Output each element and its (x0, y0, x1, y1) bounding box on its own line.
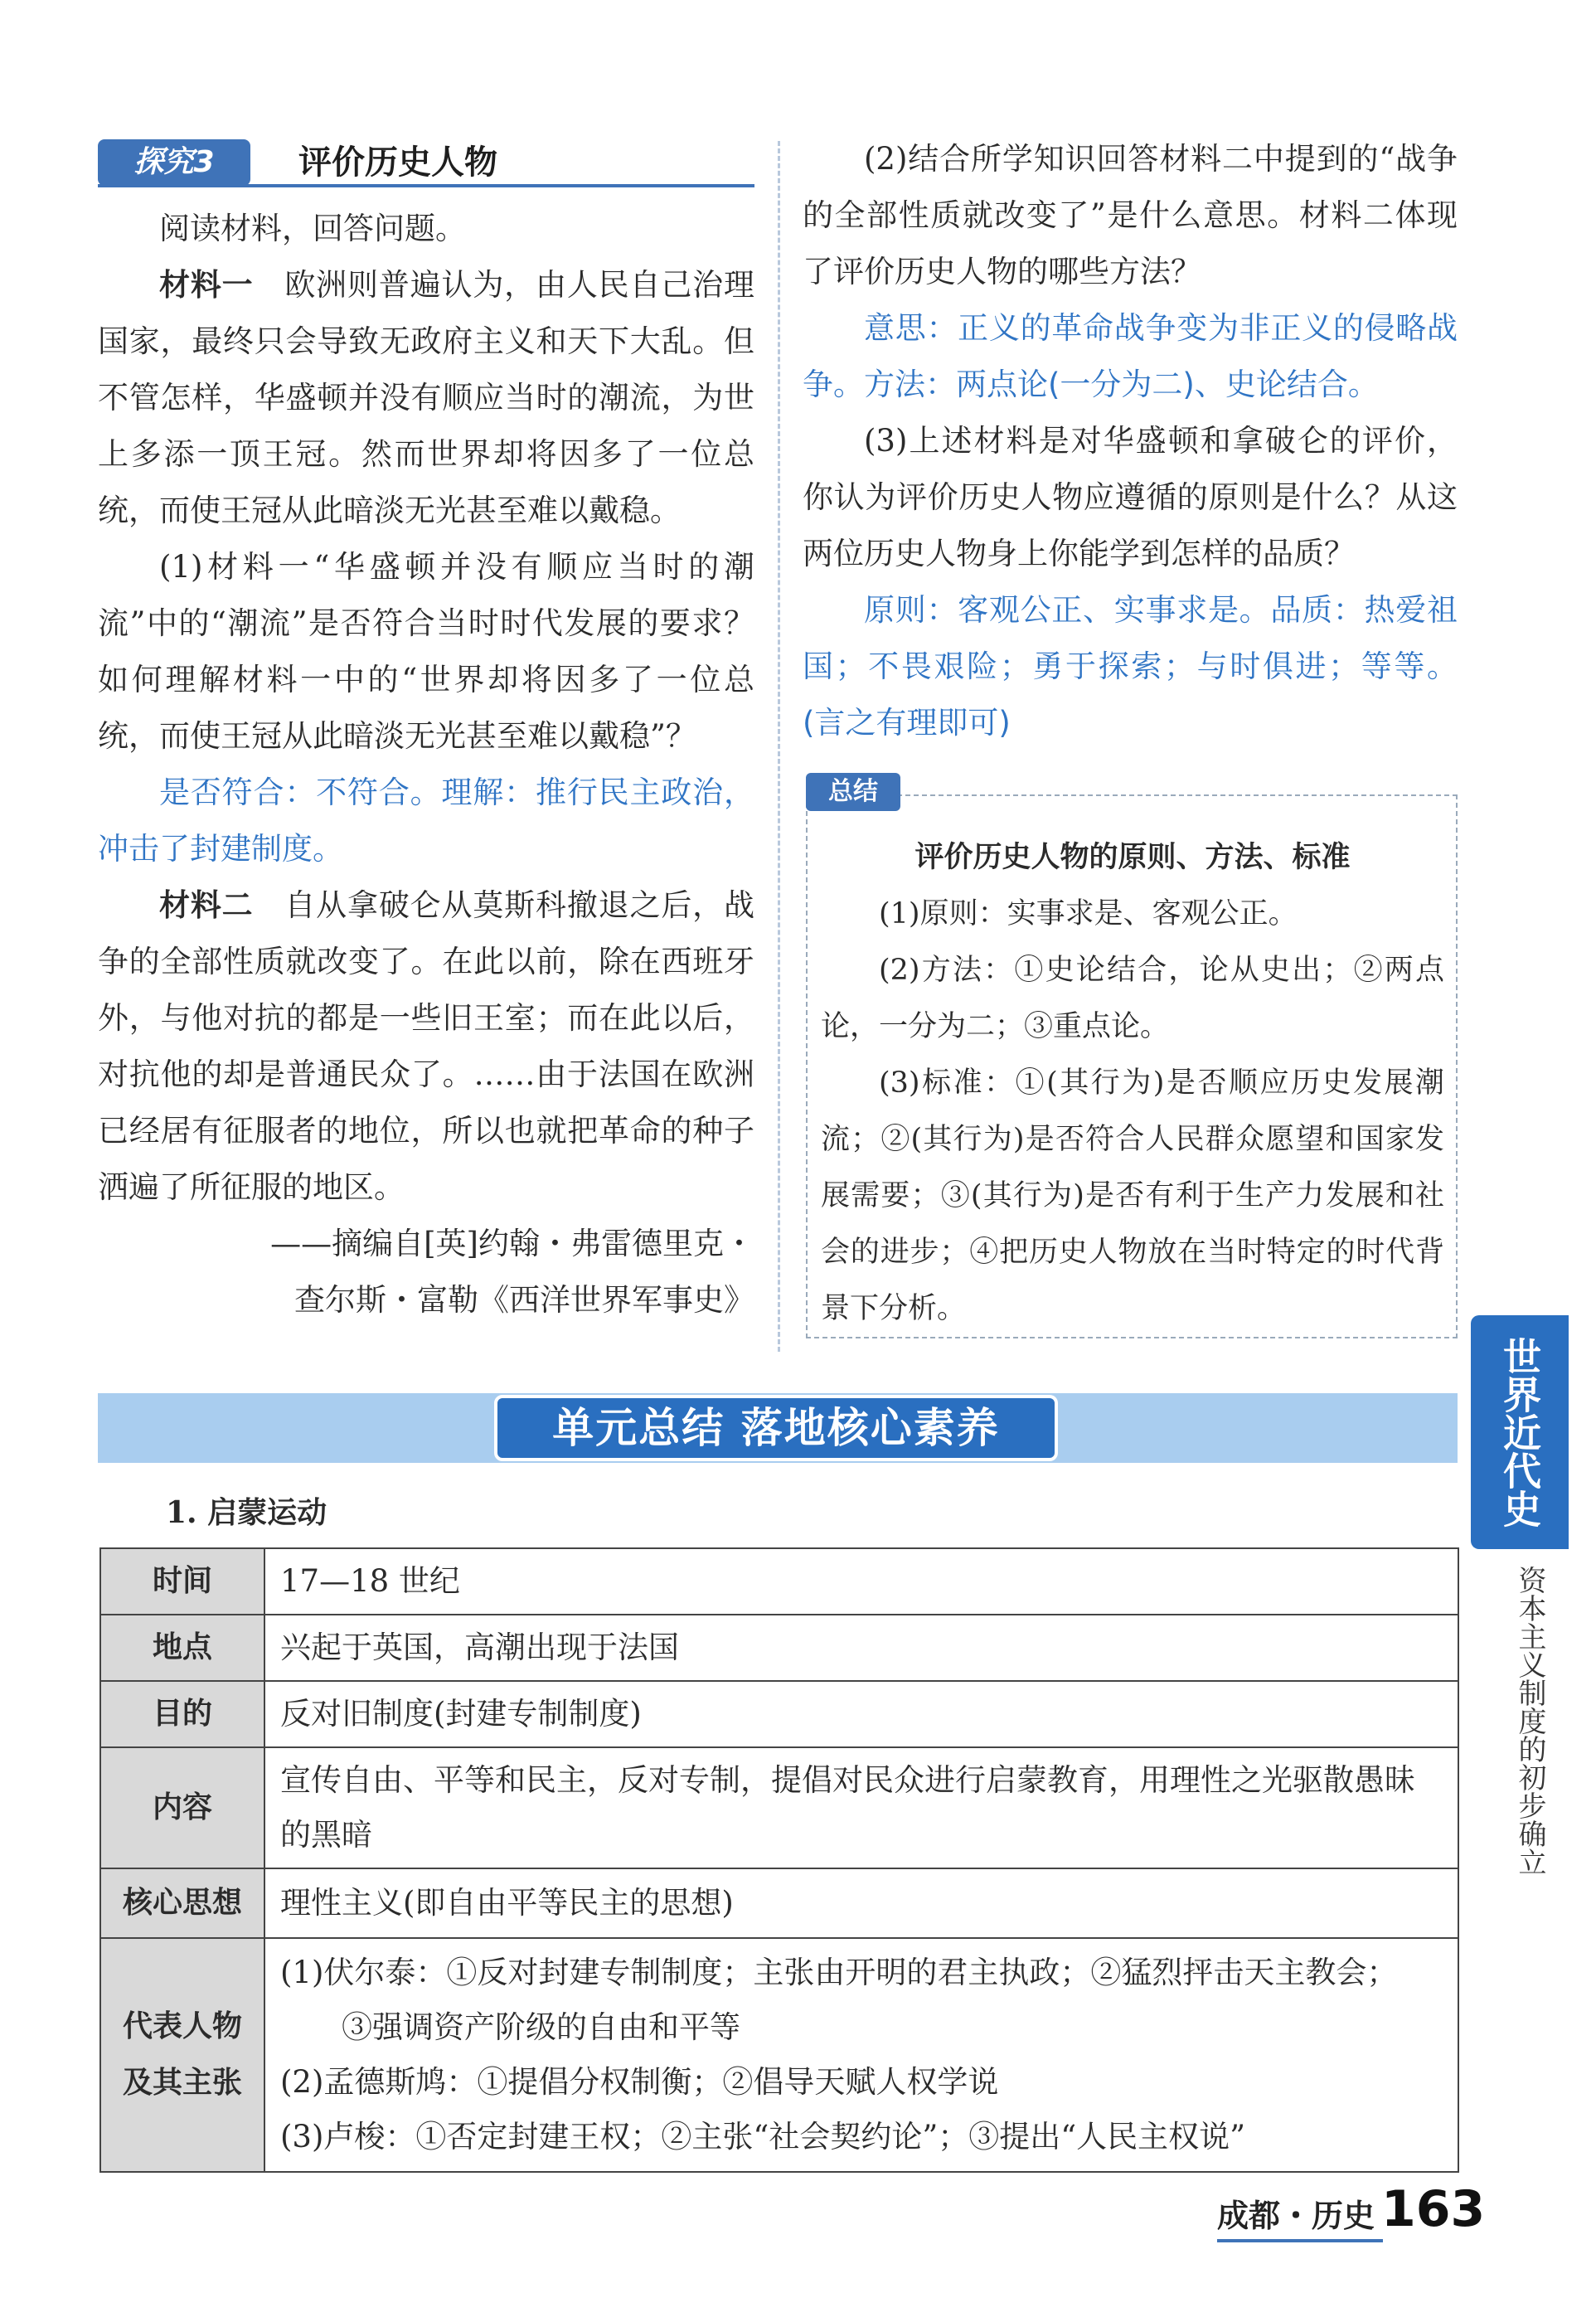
unit-banner-title: 单元总结 落地核心素养 (494, 1395, 1058, 1461)
material-two-text: 自从拿破仑从莫斯科撤退之后，战争的全部性质就改变了。在此以前，除在西班牙外，与他对抗的都是一些旧王室；而在此以后，对抗他的却是普通民众了。……由于法国在欧洲已经居有征服者的地位，所以也就把革命的种子洒遍了所征服的地区。 (98, 887, 754, 1205)
answer-3: 原则：客观公正、实事求是。品质：热爱祖国；不畏艰险；勇于探索；与时俱进；等等。(言之有理即可) (803, 592, 1458, 741)
question-3: (3)上述材料是对华盛顿和拿破仑的评价，你认为评价历史人物应遵循的原则是什么？从这两位历史人物身上你能学到怎样的品质？ (803, 423, 1458, 571)
summary-badge: 总结 (806, 773, 900, 811)
right-column (803, 131, 1458, 751)
row-value: 反对旧制度(封建专制制度) (264, 1681, 1458, 1747)
explore-badge: 探究3 (98, 139, 250, 186)
row-value: 17—18 世纪 (264, 1548, 1458, 1615)
explore-title: 评价历史人物 (298, 143, 497, 182)
row-value: 理性主义(即自由平等民主的思想) (264, 1868, 1458, 1938)
explore-title-underline (98, 184, 754, 187)
question-2: (2)结合所学知识回答材料二中提到的“战争的全部性质就改变了”是什么意思。材料二体现了评价历史人物的哪些方法？ (803, 141, 1458, 289)
footer-region-subject: 成都・历史 (1217, 2198, 1375, 2234)
question-1: (1)材料一“华盛顿并没有顺应当时的潮流”中的“潮流”是否符合当时时代发展的要求？如何理解材料一中的“世界却将因多了一位总统，而使王冠从此暗淡无光甚至难以戴稳”？ (98, 549, 754, 754)
left-column (98, 201, 754, 1329)
row-label: 地点 (100, 1615, 264, 1681)
summary-principle: (1)原则：实事求是、客观公正。 (879, 897, 1298, 930)
material-two-label: 材料二 (159, 887, 254, 923)
rep-label-line-2: 及其主张 (122, 2066, 242, 2100)
side-tab-world-modern-history: 世界近代史 (1471, 1315, 1569, 1549)
rep-line: (3)卢梭：①否定封建王权；②主张“社会契约论”；③提出“人民主权说” (280, 2119, 1246, 2154)
material-one (98, 257, 754, 539)
table-row (100, 1747, 1458, 1868)
rep-label-line-1: 代表人物 (122, 2009, 242, 2043)
material-two (98, 877, 754, 1216)
table-body (100, 1548, 1458, 2172)
material-one-text: 欧洲则普遍认为，由人民自己治理国家，最终只会导致无政府主义和天下大乱。但不管怎样，华盛顿并没有顺应当时的潮流，为世上多添一顶王冠。然而世界却将因多了一位总统，而使王冠从此暗淡无光甚至难以戴稳。 (98, 267, 754, 528)
side-chapter-title: 资本主义制度的初步确立 (1513, 1566, 1546, 1876)
summary-title: 评价历史人物的原则、方法、标准 (914, 841, 1351, 874)
row-label-representatives (100, 1938, 264, 2172)
summary-content (821, 829, 1444, 1337)
table-row (100, 1938, 1458, 2172)
row-label: 目的 (100, 1681, 264, 1747)
source-line-2: 查尔斯・富勒《西洋世界军事史》 (294, 1282, 754, 1318)
table-row (100, 1615, 1458, 1681)
rep-line: (2)孟德斯鸠：①提倡分权制衡；②倡导天赋人权学说 (280, 2064, 999, 2100)
table-row (100, 1868, 1458, 1938)
row-label: 核心思想 (100, 1868, 264, 1938)
material-one-label: 材料一 (159, 267, 254, 303)
answer-2: 意思：正义的革命战争变为非正义的侵略战争。方法：两点论(一分为二)、史论结合。 (803, 310, 1458, 402)
rep-line: (1)伏尔泰：①反对封建专制制度；主张由开明的君主执政；②猛烈抨击天主教会； (280, 1955, 1398, 1990)
row-label: 内容 (100, 1747, 264, 1868)
table-row (100, 1548, 1458, 1615)
enlightenment-table (99, 1547, 1459, 2173)
footer-underline (1217, 2239, 1383, 2242)
page-number: 163 (1381, 2180, 1486, 2238)
row-label: 时间 (100, 1548, 264, 1615)
rep-line: ③强调资产阶级的自由和平等 (342, 2009, 740, 2045)
row-value: 兴起于英国，高潮出现于法国 (264, 1615, 1458, 1681)
row-value-representatives (264, 1938, 1458, 2172)
table-row (100, 1681, 1458, 1747)
summary-method: (2)方法：①史论结合，论从史出；②两点论，一分为二；③重点论。 (821, 954, 1444, 1043)
answer-1: 是否符合：不符合。理解：推行民主政治，冲击了封建制度。 (98, 775, 754, 867)
source-line-1: ——摘编自[英]约翰・弗雷德里克・ (270, 1226, 754, 1261)
column-divider (778, 141, 780, 1352)
section-title: 1. 启蒙运动 (166, 1495, 327, 1530)
row-value: 宣传自由、平等和民主，反对专制，提倡对民众进行启蒙教育，用理性之光驱散愚昧的黑暗 (264, 1747, 1458, 1868)
summary-standard: (3)标准：①(其行为)是否顺应历史发展潮流；②(其行为)是否符合人民群众愿望和国家发展需要；③(其行为)是否有利于生产力发展和社会的进步；④把历史人物放在当时特定的时代背景下分析。 (821, 1066, 1444, 1325)
intro-text: 阅读材料，回答问题。 (159, 211, 466, 246)
